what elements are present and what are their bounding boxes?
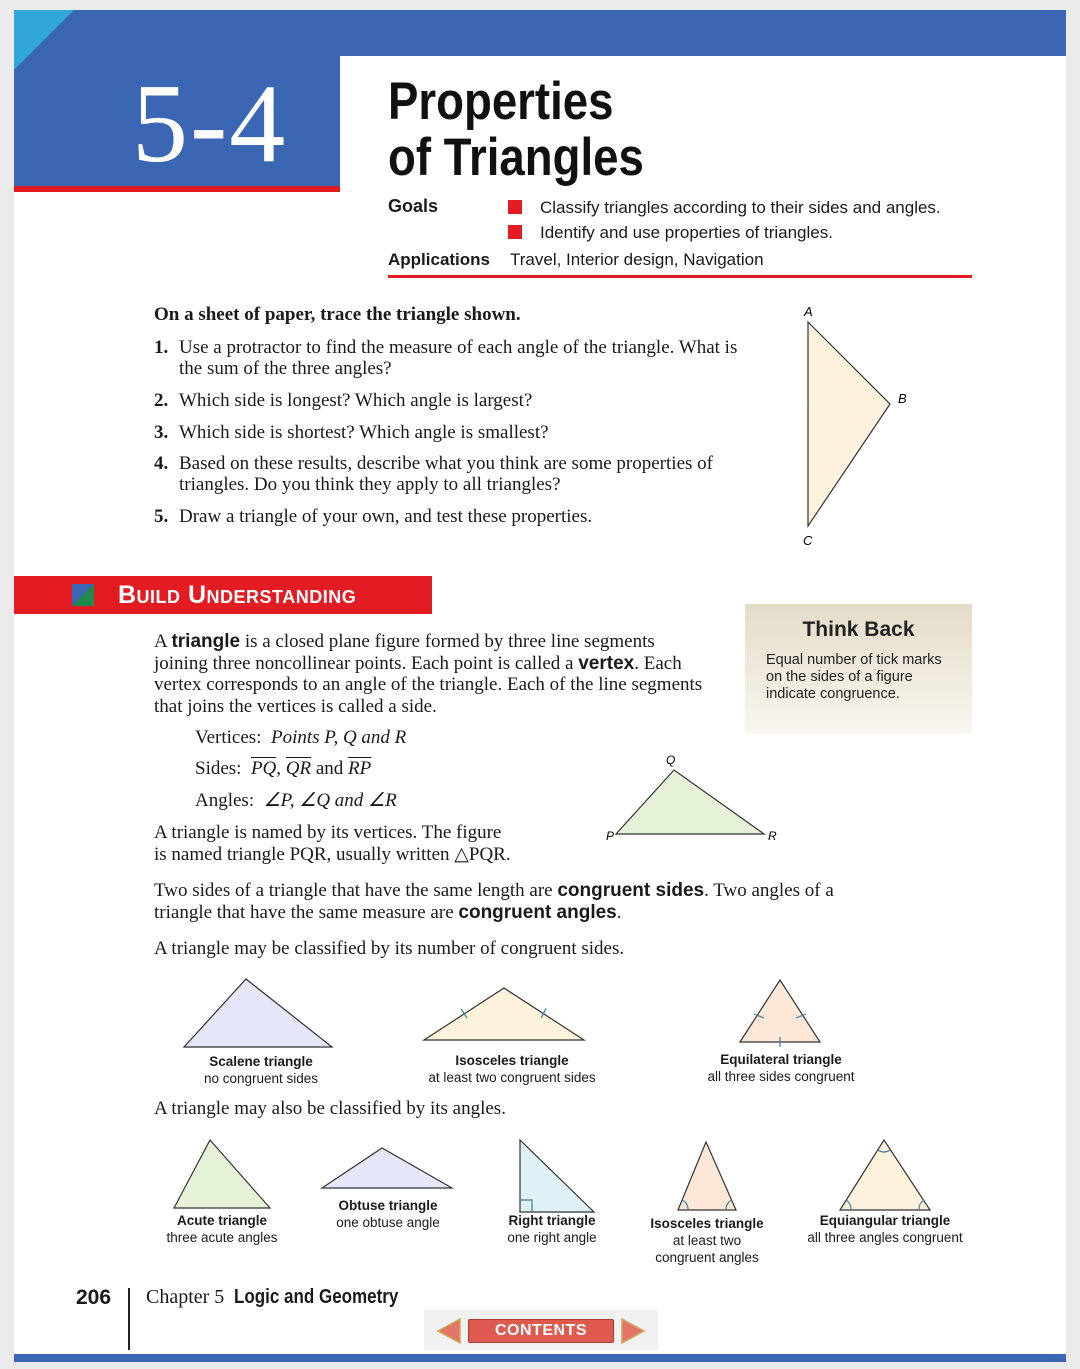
isosceles-sides-caption: Isosceles triangle at least two congruent sides [428, 1053, 596, 1085]
obtuse-caption: Obtuse triangle one obtuse angle [336, 1198, 440, 1230]
isosceles-sides-figure [418, 982, 588, 1048]
obtuse-triangle-figure [318, 1144, 454, 1192]
build-understanding-banner [14, 576, 432, 614]
acute-triangle-figure [170, 1136, 276, 1212]
vertex-r-label: R [768, 829, 777, 843]
naming-text: A triangle is named by its vertices. The figure is named triangle PQR, usually written △PQR. [154, 822, 511, 865]
applications-label: Applications [388, 250, 491, 269]
title-line-2: of Triangles [388, 128, 644, 187]
lesson-title [388, 74, 644, 186]
goals-divider [388, 275, 972, 278]
classify-angles-text: A triangle may also be classified by its angles. [154, 1098, 506, 1119]
footer-divider [128, 1288, 130, 1350]
vertex-p-label: P [606, 829, 615, 843]
page-number: 206 [76, 1286, 112, 1309]
equilateral-triangle-figure [734, 976, 824, 1048]
question-2: 2. Which side is longest? Which angle is largest? [154, 390, 533, 411]
think-back-body: Equal number of tick marks on the sides of a figure indicate congruence. [766, 652, 942, 702]
think-back-box [745, 604, 972, 734]
next-arrow-icon[interactable] [620, 1317, 646, 1345]
vertex-c-label: C [803, 533, 813, 548]
triangle-abc [808, 322, 890, 526]
question-3: 3. Which side is shortest? Which angle is smallest? [154, 422, 549, 443]
equiangular-triangle-figure [836, 1136, 936, 1214]
angles-line: Angles: ∠P, ∠Q and ∠R [195, 790, 397, 811]
sides-line: Sides: $\overline{PQ}$, $\overline{QR}$ and $\overline{RP}$ [195, 758, 372, 779]
vertices-line: Vertices: Points P, Q and R [195, 727, 407, 748]
vertex-q-label: Q [666, 753, 676, 767]
question-1: 1. Use a protractor to find the measure of each angle of the triangle. What is the sum of the three angles? [154, 337, 738, 379]
bullet-square-icon [508, 225, 522, 239]
title-line-1: Properties [388, 72, 614, 131]
triangle-abc-figure [794, 302, 914, 552]
congruence-definition: Two sides of a triangle that have the same length are congruent sides. Two angles of a triangle that have the same measure are congruent angles. [154, 880, 834, 923]
lesson-number-underline [14, 186, 340, 192]
explore-intro: On a sheet of paper, trace the triangle shown. [154, 304, 521, 325]
isosceles-angles-caption: Isosceles triangle at least two congruent angles [650, 1216, 764, 1265]
corner-accent [14, 10, 74, 70]
vertex-a-label: A [804, 304, 813, 319]
contents-button-label: CONTENTS [495, 1322, 587, 1339]
vertex-b-label: B [898, 391, 907, 406]
scalene-triangle-figure [174, 975, 344, 1055]
acute-caption: Acute triangle three acute angles [166, 1213, 278, 1245]
chapter-label: Chapter 5 Logic and Geometry [146, 1286, 399, 1308]
applications-value: Travel, Interior design, Navigation [510, 250, 764, 269]
question-4: 4. Based on these results, describe what you think are some properties of triangles. Do you think they apply to all triangles? [154, 453, 713, 495]
goal-item: Classify triangles according to their sides and angles. [508, 198, 941, 218]
triangle-pqr [616, 770, 764, 834]
previous-arrow-icon[interactable] [436, 1317, 462, 1345]
bottom-blue-bar [14, 1354, 1066, 1362]
contents-button[interactable] [468, 1319, 614, 1343]
lesson-number-box [14, 10, 340, 186]
question-5: 5. Draw a triangle of your own, and test these properties. [154, 506, 593, 527]
banner-text: Build Understanding [118, 581, 357, 609]
equilateral-caption: Equilateral triangle all three sides congruent [707, 1052, 855, 1084]
textbook-page [14, 10, 1066, 1362]
think-back-title: Think Back [802, 618, 915, 641]
contents-nav [424, 1310, 658, 1350]
scalene-caption: Scalene triangle no congruent sides [203, 1054, 319, 1086]
isosceles-angles-figure [674, 1138, 744, 1214]
right-caption: Right triangle one right angle [507, 1213, 597, 1245]
triangle-definition: A triangle is a closed plane figure formed by three line segments joining three noncollinear points. Each point is called a vertex. Each vertex corresponds to an angle of the triangle. Each of the line segments that joins the vertices is called a side. [154, 631, 703, 717]
right-triangle-figure [516, 1136, 598, 1216]
classify-sides-text: A triangle may be classified by its number of congruent sides. [154, 938, 625, 959]
bullet-square-icon [508, 200, 522, 214]
goals-label: Goals [388, 196, 439, 216]
goal-item: Identify and use properties of triangles. [508, 223, 833, 243]
triangle-pqr-figure [596, 752, 796, 848]
equiangular-caption: Equiangular triangle all three angles congruent [807, 1213, 963, 1245]
section-icon [72, 584, 94, 606]
lesson-number: 5-4 [132, 62, 288, 186]
